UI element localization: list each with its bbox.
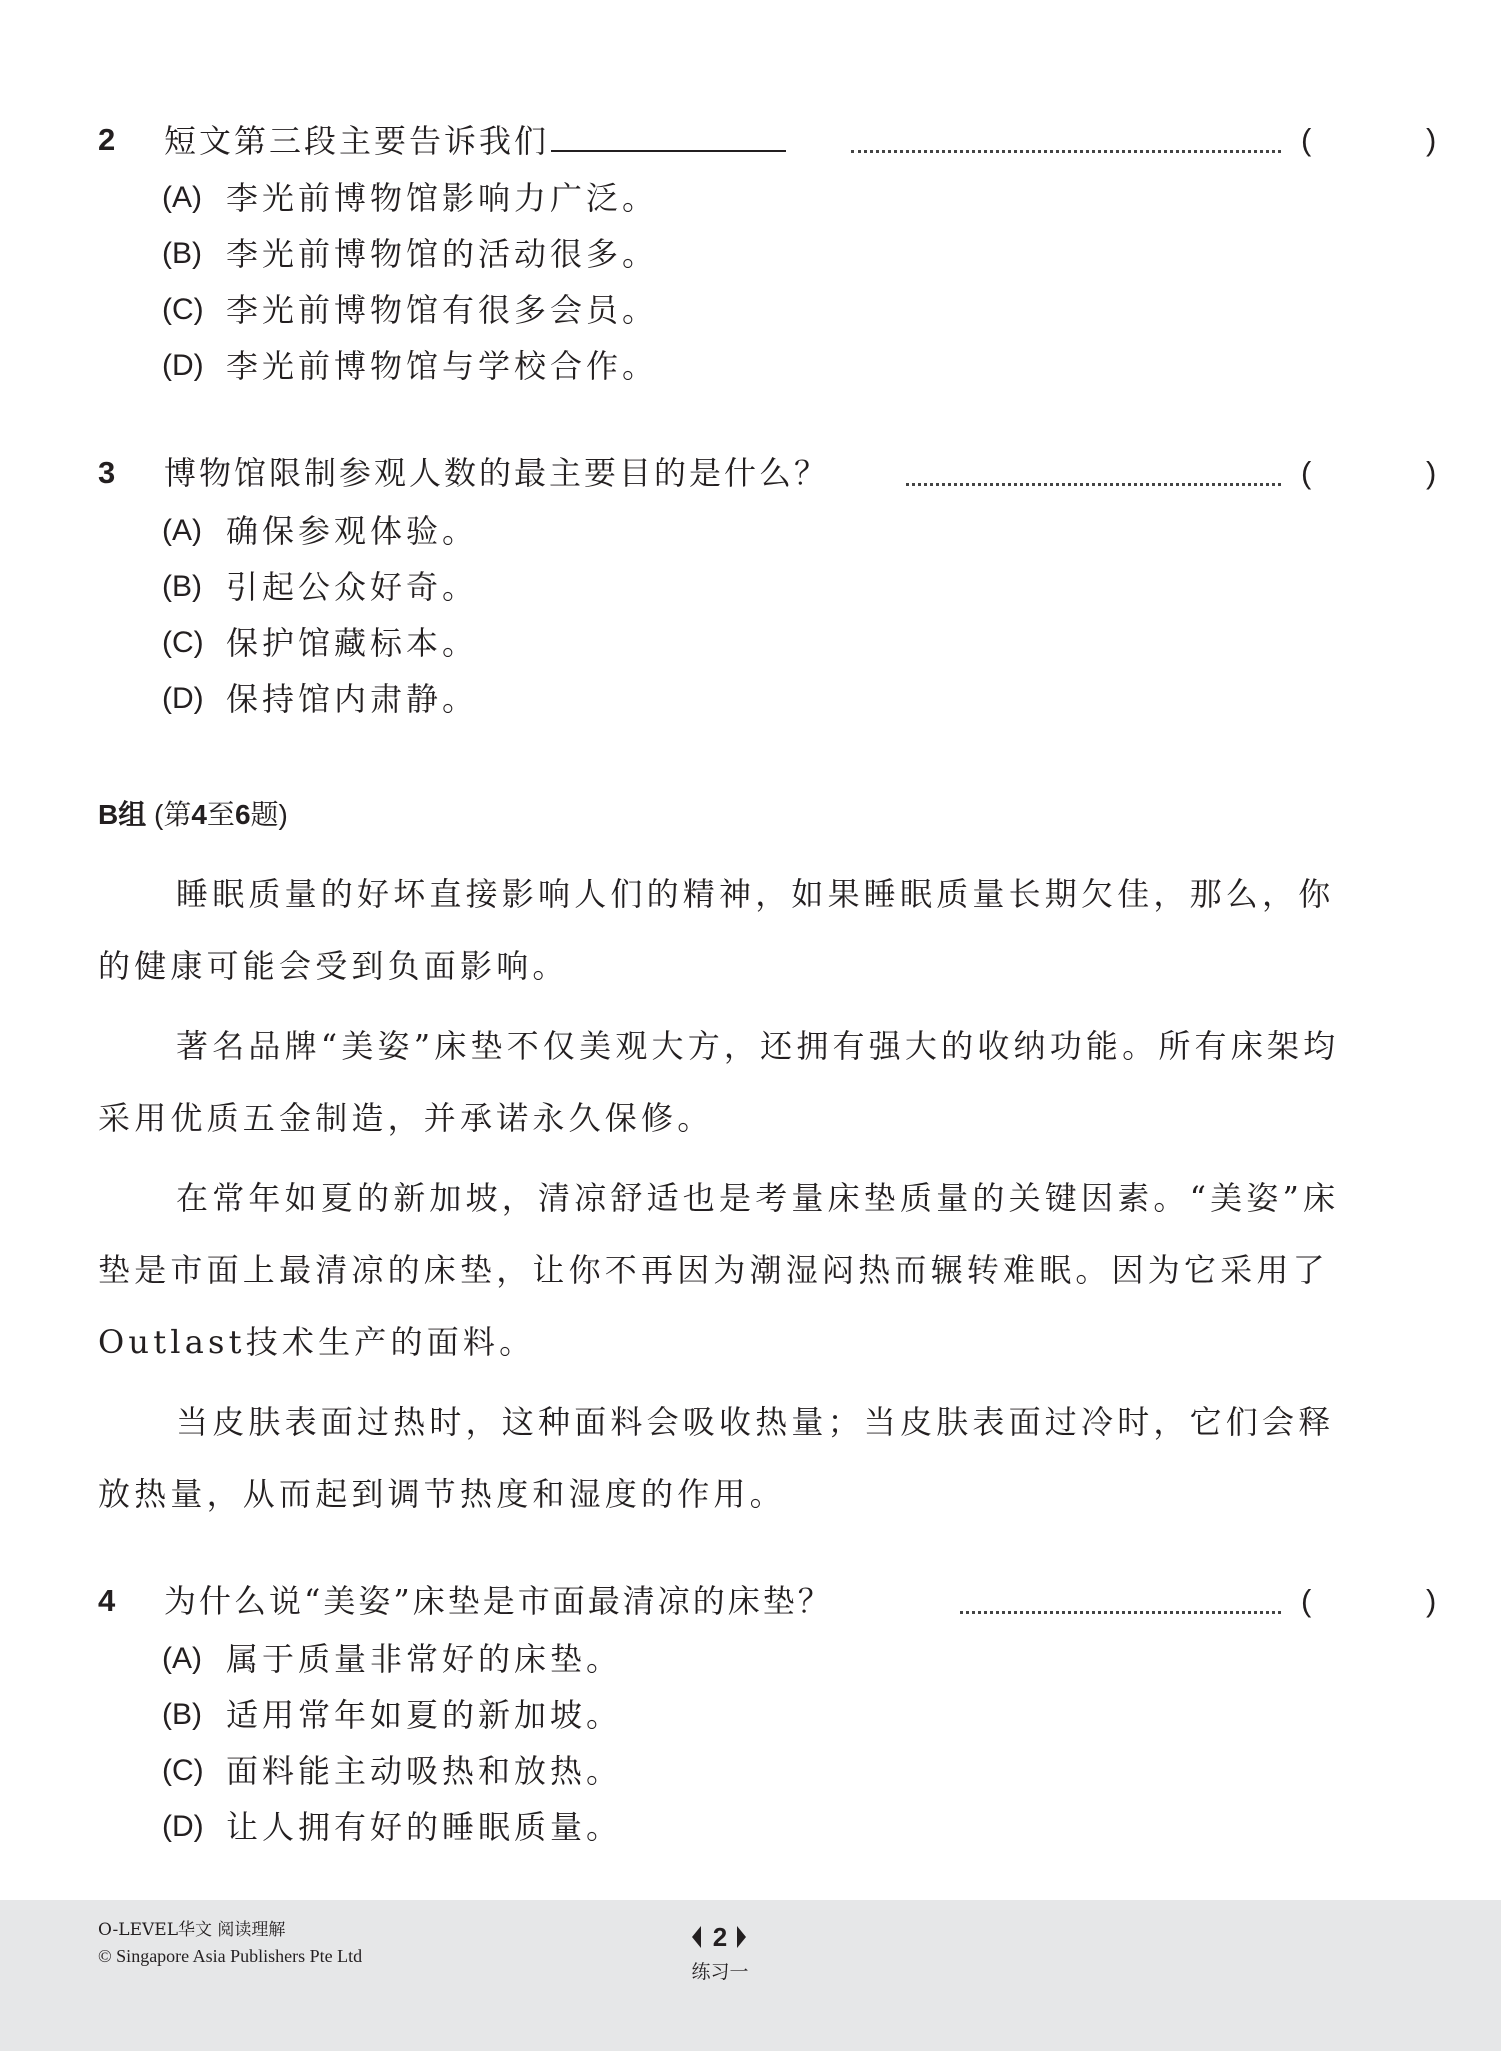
- answer-blank[interactable]: [551, 110, 786, 152]
- question-4-stem: [98, 1571, 1437, 1631]
- passage-paragraph: 当皮肤表面过热时，这种面料会吸收热量；当皮肤表面过冷时，它们会释放热量，从而起到调节热度和湿度的作用。: [98, 1403, 1335, 1513]
- question-4: [98, 1571, 1437, 1855]
- passage-paragraph: 在常年如夏的新加坡，清凉舒适也是考量床垫质量的关键因素。“美姿”床垫是市面上最清凉的床垫，让你不再因为潮湿闷热而辗转难眠。因为它采用了Outlast技术生产的面料。: [98, 1179, 1340, 1361]
- question-3: [98, 443, 1437, 727]
- option-label: (B): [162, 237, 202, 270]
- option-a[interactable]: [98, 1631, 1348, 1687]
- question-text: 为什么说“美姿”床垫是市面最清凉的床垫？: [164, 1582, 833, 1620]
- option-d[interactable]: [98, 338, 1348, 394]
- answer-paren-close: ): [1426, 455, 1437, 490]
- option-text: 李光前博物馆与学校合作。: [226, 347, 659, 385]
- question-2: [98, 110, 1437, 394]
- option-label: (B): [162, 1698, 202, 1731]
- option-c[interactable]: [98, 1743, 1348, 1799]
- question-number: 2: [98, 122, 116, 157]
- option-label: (C): [162, 1754, 204, 1787]
- option-label: (B): [162, 570, 202, 603]
- option-text: 面料能主动吸热和放热。: [226, 1752, 623, 1790]
- option-b[interactable]: [98, 1687, 1348, 1743]
- option-text: 李光前博物馆影响力广泛。: [226, 179, 659, 217]
- option-c[interactable]: [98, 615, 1348, 671]
- option-text: 确保参观体验。: [226, 512, 479, 550]
- page-number: 2: [712, 1922, 728, 1952]
- option-label: (D): [162, 1810, 204, 1843]
- answer-paren-open: (: [1301, 1583, 1312, 1618]
- book-title: O-LEVEL华文 阅读理解: [98, 1920, 286, 1940]
- page-footer: [0, 1900, 1501, 2051]
- answer-paren-open: (: [1301, 455, 1312, 490]
- option-text: 引起公众好奇。: [226, 568, 479, 606]
- option-text: 保持馆内肃静。: [226, 680, 479, 718]
- question-3-stem: [98, 443, 1437, 503]
- section-range-to: 6: [234, 799, 251, 830]
- question-number: 3: [98, 455, 116, 490]
- reading-passage: [98, 858, 1348, 1538]
- question-text-content: 短文第三段主要告诉我们: [164, 122, 550, 160]
- option-text: 保护馆藏标本。: [226, 624, 479, 662]
- option-text: 李光前博物馆有很多会员。: [226, 291, 659, 329]
- leader-dots: [960, 1593, 1281, 1614]
- exercise-label: 练习一: [691, 1961, 749, 1983]
- copyright-notice: © Singapore Asia Publishers Pte Ltd: [98, 1946, 363, 1966]
- option-text: 属于质量非常好的床垫。: [226, 1640, 623, 1678]
- section-range-open: (第: [154, 799, 192, 830]
- option-b[interactable]: [98, 226, 1348, 282]
- section-range-from: 4: [191, 799, 207, 830]
- question-number: 4: [98, 1583, 116, 1618]
- option-text: 适用常年如夏的新加坡。: [226, 1696, 623, 1734]
- option-b[interactable]: [98, 559, 1348, 615]
- option-label: (A): [162, 181, 202, 214]
- option-c[interactable]: [98, 282, 1348, 338]
- answer-paren-open: (: [1301, 122, 1312, 157]
- option-text: 李光前博物馆的活动很多。: [226, 235, 659, 273]
- option-label: (D): [162, 349, 204, 382]
- answer-paren-close: ): [1426, 1583, 1437, 1618]
- section-range-mid: 至: [206, 799, 235, 830]
- page-marker-right-icon: [737, 1926, 746, 1948]
- option-label: (D): [162, 682, 204, 715]
- section-group: B组: [98, 799, 147, 830]
- section-heading: [98, 795, 288, 835]
- option-label: (C): [162, 626, 204, 659]
- option-a[interactable]: [98, 170, 1348, 226]
- question-2-stem: [98, 110, 1437, 170]
- option-d[interactable]: [98, 671, 1348, 727]
- option-label: (C): [162, 293, 204, 326]
- option-label: (A): [162, 1642, 202, 1675]
- answer-paren-close: ): [1426, 122, 1437, 157]
- option-text: 让人拥有好的睡眠质量。: [226, 1808, 623, 1846]
- leader-dots: [851, 132, 1281, 153]
- question-text: [164, 110, 786, 171]
- option-label: (A): [162, 514, 202, 547]
- passage-paragraph: 著名品牌“美姿”床垫不仅美观大方，还拥有强大的收纳功能。所有床架均采用优质五金制造，并承诺永久保修。: [98, 1027, 1340, 1137]
- section-range-close: 题): [250, 799, 288, 830]
- leader-dots: [906, 465, 1281, 486]
- option-d[interactable]: [98, 1799, 1348, 1855]
- option-a[interactable]: [98, 503, 1348, 559]
- passage-paragraph: 睡眠质量的好坏直接影响人们的精神，如果睡眠质量长期欠佳，那么，你的健康可能会受到负面影响。: [98, 875, 1335, 985]
- question-text: 博物馆限制参观人数的最主要目的是什么？: [164, 454, 830, 492]
